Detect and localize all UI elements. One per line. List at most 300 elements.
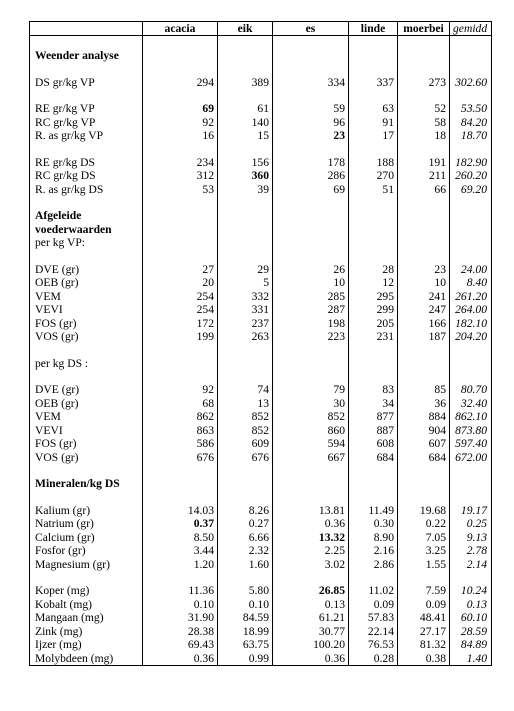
spacer-cell: [349, 196, 398, 209]
average-cell: 24.00: [450, 263, 492, 277]
spacer-cell: [349, 89, 398, 102]
empty-cell: [273, 209, 349, 223]
value-cell: 2.32: [218, 544, 273, 558]
average-cell: 0.25: [450, 517, 492, 531]
spacer-cell: [30, 89, 143, 102]
value-cell: 29: [218, 263, 273, 277]
spacer-row: [30, 63, 492, 76]
value-cell: 0.36: [143, 652, 218, 666]
value-cell: 594: [273, 437, 349, 451]
spacer-cell: [398, 63, 450, 76]
average-cell: 28.59: [450, 625, 492, 639]
section-row: [30, 49, 492, 63]
value-cell: 17: [349, 129, 398, 143]
empty-cell: [349, 357, 398, 371]
value-cell: 28: [349, 263, 398, 277]
spacer-cell: [30, 250, 143, 263]
average-cell: 672.00: [450, 451, 492, 465]
empty-cell: [398, 477, 450, 491]
value-cell: 586: [143, 437, 218, 451]
header-cell-es: es: [273, 22, 349, 36]
spacer-cell: [450, 196, 492, 209]
spacer-cell: [450, 370, 492, 383]
spacer-cell: [398, 344, 450, 357]
value-cell: 166: [398, 317, 450, 331]
value-cell: 287: [273, 303, 349, 317]
value-cell: 299: [349, 303, 398, 317]
spacer-cell: [273, 571, 349, 584]
value-cell: 22.14: [349, 625, 398, 639]
table-row: [30, 397, 492, 411]
subheading-row: [30, 236, 492, 250]
value-cell: 13: [218, 397, 273, 411]
value-cell: 0.30: [349, 517, 398, 531]
value-cell: 852: [273, 410, 349, 424]
value-cell: 1.60: [218, 558, 273, 572]
empty-cell: [143, 223, 218, 237]
value-cell: 608: [349, 437, 398, 451]
spacer-cell: [273, 63, 349, 76]
spacer-row: [30, 491, 492, 504]
value-cell: 0.22: [398, 517, 450, 531]
row-label: Magnesium (gr): [30, 558, 143, 572]
value-cell: 15: [218, 129, 273, 143]
value-cell: 81.32: [398, 638, 450, 652]
spacer-cell: [450, 344, 492, 357]
empty-cell: [349, 49, 398, 63]
value-cell: 254: [143, 303, 218, 317]
spacer-cell: [273, 370, 349, 383]
empty-cell: [450, 357, 492, 371]
table-row: [30, 383, 492, 397]
row-label: VOS (gr): [30, 451, 143, 465]
spacer-cell: [273, 89, 349, 102]
empty-cell: [450, 477, 492, 491]
spacer-cell: [218, 36, 273, 50]
value-cell: 23: [273, 129, 349, 143]
spacer-cell: [143, 491, 218, 504]
section-row: [30, 477, 492, 491]
average-cell: 261.20: [450, 290, 492, 304]
table-row: [30, 652, 492, 666]
spacer-cell: [398, 196, 450, 209]
spacer-cell: [349, 344, 398, 357]
empty-cell: [273, 49, 349, 63]
value-cell: 863: [143, 424, 218, 438]
value-cell: 66: [398, 183, 450, 197]
spacer-cell: [450, 571, 492, 584]
subheading-label: per kg VP:: [30, 236, 143, 250]
row-label: DVE (gr): [30, 383, 143, 397]
average-cell: 260.20: [450, 169, 492, 183]
empty-cell: [218, 49, 273, 63]
table-row: [30, 183, 492, 197]
spacer-cell: [450, 63, 492, 76]
value-cell: 27.17: [398, 625, 450, 639]
value-cell: 684: [349, 451, 398, 465]
spacer-cell: [218, 344, 273, 357]
value-cell: 676: [143, 451, 218, 465]
row-label: FOS (gr): [30, 317, 143, 331]
table-row: [30, 330, 492, 344]
row-label: Kalium (gr): [30, 504, 143, 518]
table-row: [30, 116, 492, 130]
spacer-cell: [30, 63, 143, 76]
empty-cell: [398, 209, 450, 223]
table-row: [30, 102, 492, 116]
row-label: RC gr/kg VP: [30, 116, 143, 130]
row-label: Zink (mg): [30, 625, 143, 639]
spacer-cell: [450, 89, 492, 102]
average-cell: 32.40: [450, 397, 492, 411]
average-cell: 2.14: [450, 558, 492, 572]
value-cell: 5.80: [218, 584, 273, 598]
spacer-cell: [143, 63, 218, 76]
value-cell: 172: [143, 317, 218, 331]
value-cell: 0.36: [273, 652, 349, 666]
spacer-cell: [273, 143, 349, 156]
value-cell: 85: [398, 383, 450, 397]
value-cell: 14.03: [143, 504, 218, 518]
value-cell: 18: [398, 129, 450, 143]
value-cell: 16: [143, 129, 218, 143]
spacer-cell: [398, 36, 450, 50]
header-cell-label: [30, 22, 143, 36]
value-cell: 884: [398, 410, 450, 424]
table-row: [30, 263, 492, 277]
value-cell: 11.02: [349, 584, 398, 598]
spacer-cell: [30, 571, 143, 584]
spacer-cell: [450, 464, 492, 477]
empty-cell: [143, 477, 218, 491]
empty-cell: [450, 209, 492, 223]
value-cell: 0.10: [143, 598, 218, 612]
spacer-cell: [273, 491, 349, 504]
empty-cell: [218, 236, 273, 250]
value-cell: 76.53: [349, 638, 398, 652]
spacer-cell: [143, 250, 218, 263]
average-cell: 264.00: [450, 303, 492, 317]
spacer-cell: [218, 571, 273, 584]
value-cell: 52: [398, 102, 450, 116]
average-cell: 8.40: [450, 276, 492, 290]
spacer-cell: [218, 491, 273, 504]
value-cell: 337: [349, 76, 398, 90]
spacer-cell: [349, 370, 398, 383]
value-cell: 58: [398, 116, 450, 130]
table-row: [30, 625, 492, 639]
row-label: RE gr/kg VP: [30, 102, 143, 116]
value-cell: 36: [398, 397, 450, 411]
empty-cell: [398, 357, 450, 371]
value-cell: 237: [218, 317, 273, 331]
value-cell: 667: [273, 451, 349, 465]
empty-cell: [450, 223, 492, 237]
spacer-cell: [218, 250, 273, 263]
spacer-cell: [218, 370, 273, 383]
empty-cell: [273, 357, 349, 371]
value-cell: 57.83: [349, 611, 398, 625]
row-label: FOS (gr): [30, 437, 143, 451]
spacer-cell: [30, 143, 143, 156]
value-cell: 19.68: [398, 504, 450, 518]
value-cell: 0.27: [218, 517, 273, 531]
value-cell: 7.59: [398, 584, 450, 598]
table-row: [30, 303, 492, 317]
spacer-row: [30, 370, 492, 383]
row-label: VEVI: [30, 303, 143, 317]
value-cell: 2.25: [273, 544, 349, 558]
value-cell: 862: [143, 410, 218, 424]
empty-cell: [398, 236, 450, 250]
value-cell: 20: [143, 276, 218, 290]
table-row: [30, 558, 492, 572]
spacer-cell: [349, 36, 398, 50]
spacer-cell: [398, 250, 450, 263]
row-label: RC gr/kg DS: [30, 169, 143, 183]
value-cell: 69.43: [143, 638, 218, 652]
table-row: [30, 598, 492, 612]
spacer-cell: [143, 89, 218, 102]
value-cell: 860: [273, 424, 349, 438]
value-cell: 0.38: [398, 652, 450, 666]
value-cell: 8.26: [218, 504, 273, 518]
row-label: R. as gr/kg VP: [30, 129, 143, 143]
value-cell: 53: [143, 183, 218, 197]
spacer-cell: [143, 344, 218, 357]
row-label: Kobalt (mg): [30, 598, 143, 612]
row-label: VOS (gr): [30, 330, 143, 344]
value-cell: 2.86: [349, 558, 398, 572]
value-cell: 51: [349, 183, 398, 197]
average-cell: 9.13: [450, 531, 492, 545]
spacer-cell: [273, 36, 349, 50]
table-row: [30, 156, 492, 170]
value-cell: 13.81: [273, 504, 349, 518]
empty-cell: [218, 209, 273, 223]
value-cell: 295: [349, 290, 398, 304]
value-cell: 0.36: [273, 517, 349, 531]
value-cell: 10: [273, 276, 349, 290]
spacer-row: [30, 344, 492, 357]
value-cell: 234: [143, 156, 218, 170]
row-label: OEB (gr): [30, 397, 143, 411]
value-cell: 1.20: [143, 558, 218, 572]
value-cell: 270: [349, 169, 398, 183]
row-label: Koper (mg): [30, 584, 143, 598]
value-cell: 79: [273, 383, 349, 397]
header-cell-gemidd: gemidd: [450, 22, 492, 36]
value-cell: 211: [398, 169, 450, 183]
empty-cell: [349, 223, 398, 237]
row-label: DVE (gr): [30, 263, 143, 277]
value-cell: 18.99: [218, 625, 273, 639]
value-cell: 0.10: [218, 598, 273, 612]
average-cell: 182.10: [450, 317, 492, 331]
average-cell: 53.50: [450, 102, 492, 116]
average-cell: 69.20: [450, 183, 492, 197]
spacer-cell: [273, 250, 349, 263]
section-row: [30, 223, 492, 237]
row-label: VEM: [30, 290, 143, 304]
empty-cell: [398, 223, 450, 237]
table-row: [30, 451, 492, 465]
spacer-cell: [450, 491, 492, 504]
spacer-cell: [143, 464, 218, 477]
value-cell: 30.77: [273, 625, 349, 639]
value-cell: 0.37: [143, 517, 218, 531]
spacer-row: [30, 196, 492, 209]
average-cell: 302.60: [450, 76, 492, 90]
value-cell: 3.25: [398, 544, 450, 558]
average-cell: 60.10: [450, 611, 492, 625]
table-row: [30, 169, 492, 183]
average-cell: 182.90: [450, 156, 492, 170]
value-cell: 263: [218, 330, 273, 344]
spacer-cell: [218, 89, 273, 102]
value-cell: 156: [218, 156, 273, 170]
value-cell: 247: [398, 303, 450, 317]
table-row: [30, 531, 492, 545]
spacer-cell: [398, 491, 450, 504]
average-cell: 873.80: [450, 424, 492, 438]
table-row: [30, 317, 492, 331]
empty-cell: [349, 236, 398, 250]
value-cell: 30: [273, 397, 349, 411]
value-cell: 10: [398, 276, 450, 290]
spacer-cell: [273, 464, 349, 477]
value-cell: 83: [349, 383, 398, 397]
average-cell: 84.20: [450, 116, 492, 130]
spacer-cell: [398, 370, 450, 383]
value-cell: 223: [273, 330, 349, 344]
value-cell: 607: [398, 437, 450, 451]
value-cell: 877: [349, 410, 398, 424]
spacer-cell: [398, 143, 450, 156]
spacer-cell: [30, 344, 143, 357]
value-cell: 69: [273, 183, 349, 197]
spacer-row: [30, 143, 492, 156]
spacer-cell: [143, 36, 218, 50]
value-cell: 3.02: [273, 558, 349, 572]
average-cell: 80.70: [450, 383, 492, 397]
value-cell: 7.05: [398, 531, 450, 545]
value-cell: 84.59: [218, 611, 273, 625]
value-cell: 26.85: [273, 584, 349, 598]
value-cell: 1.55: [398, 558, 450, 572]
value-cell: 0.09: [398, 598, 450, 612]
value-cell: 609: [218, 437, 273, 451]
section-heading: Afgeleide: [30, 209, 143, 223]
value-cell: 8.50: [143, 531, 218, 545]
row-label: DS gr/kg VP: [30, 76, 143, 90]
header-row: [30, 22, 492, 36]
value-cell: 241: [398, 290, 450, 304]
empty-cell: [450, 236, 492, 250]
header-cell-acacia: acacia: [143, 22, 218, 36]
row-label: Calcium (gr): [30, 531, 143, 545]
value-cell: 96: [273, 116, 349, 130]
empty-cell: [273, 477, 349, 491]
spacer-cell: [349, 571, 398, 584]
value-cell: 0.99: [218, 652, 273, 666]
value-cell: 68: [143, 397, 218, 411]
spacer-cell: [143, 370, 218, 383]
spacer-cell: [398, 464, 450, 477]
header-cell-eik: eik: [218, 22, 273, 36]
spacer-cell: [143, 196, 218, 209]
value-cell: 294: [143, 76, 218, 90]
value-cell: 199: [143, 330, 218, 344]
value-cell: 92: [143, 383, 218, 397]
empty-cell: [349, 209, 398, 223]
value-cell: 360: [218, 169, 273, 183]
average-cell: 84.89: [450, 638, 492, 652]
value-cell: 0.13: [273, 598, 349, 612]
table-body: [30, 22, 492, 666]
header-cell-moerbei: moerbei: [398, 22, 450, 36]
value-cell: 23: [398, 263, 450, 277]
empty-cell: [273, 223, 349, 237]
spacer-cell: [450, 36, 492, 50]
average-cell: 18.70: [450, 129, 492, 143]
section-row: [30, 209, 492, 223]
spacer-row: [30, 36, 492, 50]
spacer-cell: [30, 491, 143, 504]
value-cell: 92: [143, 116, 218, 130]
spacer-cell: [30, 196, 143, 209]
value-cell: 273: [398, 76, 450, 90]
value-cell: 5: [218, 276, 273, 290]
spacer-cell: [218, 143, 273, 156]
table-row: [30, 76, 492, 90]
spacer-cell: [349, 250, 398, 263]
value-cell: 887: [349, 424, 398, 438]
feed-analysis-table: [29, 21, 492, 666]
empty-cell: [450, 49, 492, 63]
value-cell: 39: [218, 183, 273, 197]
header-cell-linde: linde: [349, 22, 398, 36]
spacer-row: [30, 250, 492, 263]
empty-cell: [218, 477, 273, 491]
value-cell: 59: [273, 102, 349, 116]
average-cell: 19.17: [450, 504, 492, 518]
average-cell: 10.24: [450, 584, 492, 598]
empty-cell: [218, 223, 273, 237]
value-cell: 684: [398, 451, 450, 465]
spacer-cell: [450, 250, 492, 263]
row-label: R. as gr/kg DS: [30, 183, 143, 197]
row-label: Mangaan (mg): [30, 611, 143, 625]
section-heading: voederwaarden: [30, 223, 143, 237]
table-row: [30, 437, 492, 451]
row-label: Natrium (gr): [30, 517, 143, 531]
spacer-cell: [218, 464, 273, 477]
average-cell: 204.20: [450, 330, 492, 344]
value-cell: 0.09: [349, 598, 398, 612]
value-cell: 178: [273, 156, 349, 170]
value-cell: 100.20: [273, 638, 349, 652]
table-row: [30, 611, 492, 625]
value-cell: 312: [143, 169, 218, 183]
empty-cell: [218, 357, 273, 371]
value-cell: 334: [273, 76, 349, 90]
value-cell: 13.32: [273, 531, 349, 545]
empty-cell: [143, 49, 218, 63]
average-cell: 1.40: [450, 652, 492, 666]
average-cell: 2.78: [450, 544, 492, 558]
table-row: [30, 290, 492, 304]
